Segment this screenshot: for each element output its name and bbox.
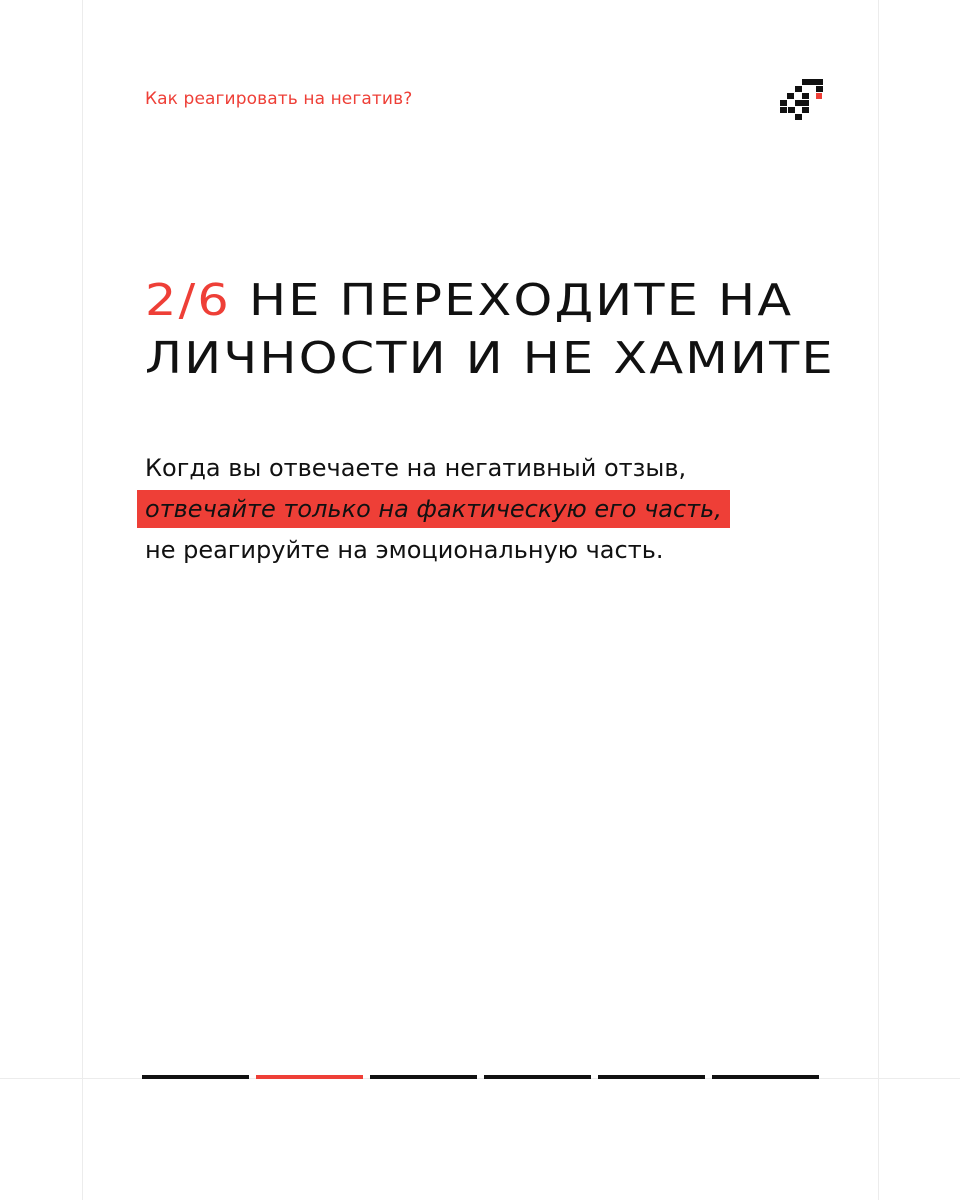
progress-segment-5 [598, 1075, 705, 1079]
progress-segment-1 [142, 1075, 249, 1079]
guide-line-right [878, 0, 879, 1200]
headline-line-1 [145, 272, 918, 330]
body-line-3: не реагируйте на эмоциональную часть. [145, 536, 664, 564]
kicker-text: Как реагировать на негатив? [145, 89, 413, 109]
guide-line-left [82, 0, 83, 1200]
body-paragraph [145, 448, 730, 571]
progress-segment-3 [370, 1075, 477, 1079]
headline-line-2: ЛИЧНОСТИ И НЕ ХАМИТЕ [145, 333, 835, 384]
highlighted-phrase: отвечайте только на фактическую его часть, [137, 490, 730, 528]
slide-number: 2/6 [145, 275, 232, 326]
slide-progress-indicator [142, 1075, 819, 1079]
headline-text-1: НЕ ПЕРЕХОДИТЕ НА [248, 275, 794, 326]
progress-segment-4 [484, 1075, 591, 1079]
progress-segment-2 [256, 1075, 363, 1079]
body-line-1: Когда вы отвечаете на негативный отзыв, [145, 454, 687, 482]
pixel-stairs-logo-icon [780, 79, 826, 121]
body-line-2 [145, 489, 730, 530]
progress-segment-6 [712, 1075, 819, 1079]
slide-headline [145, 272, 918, 388]
